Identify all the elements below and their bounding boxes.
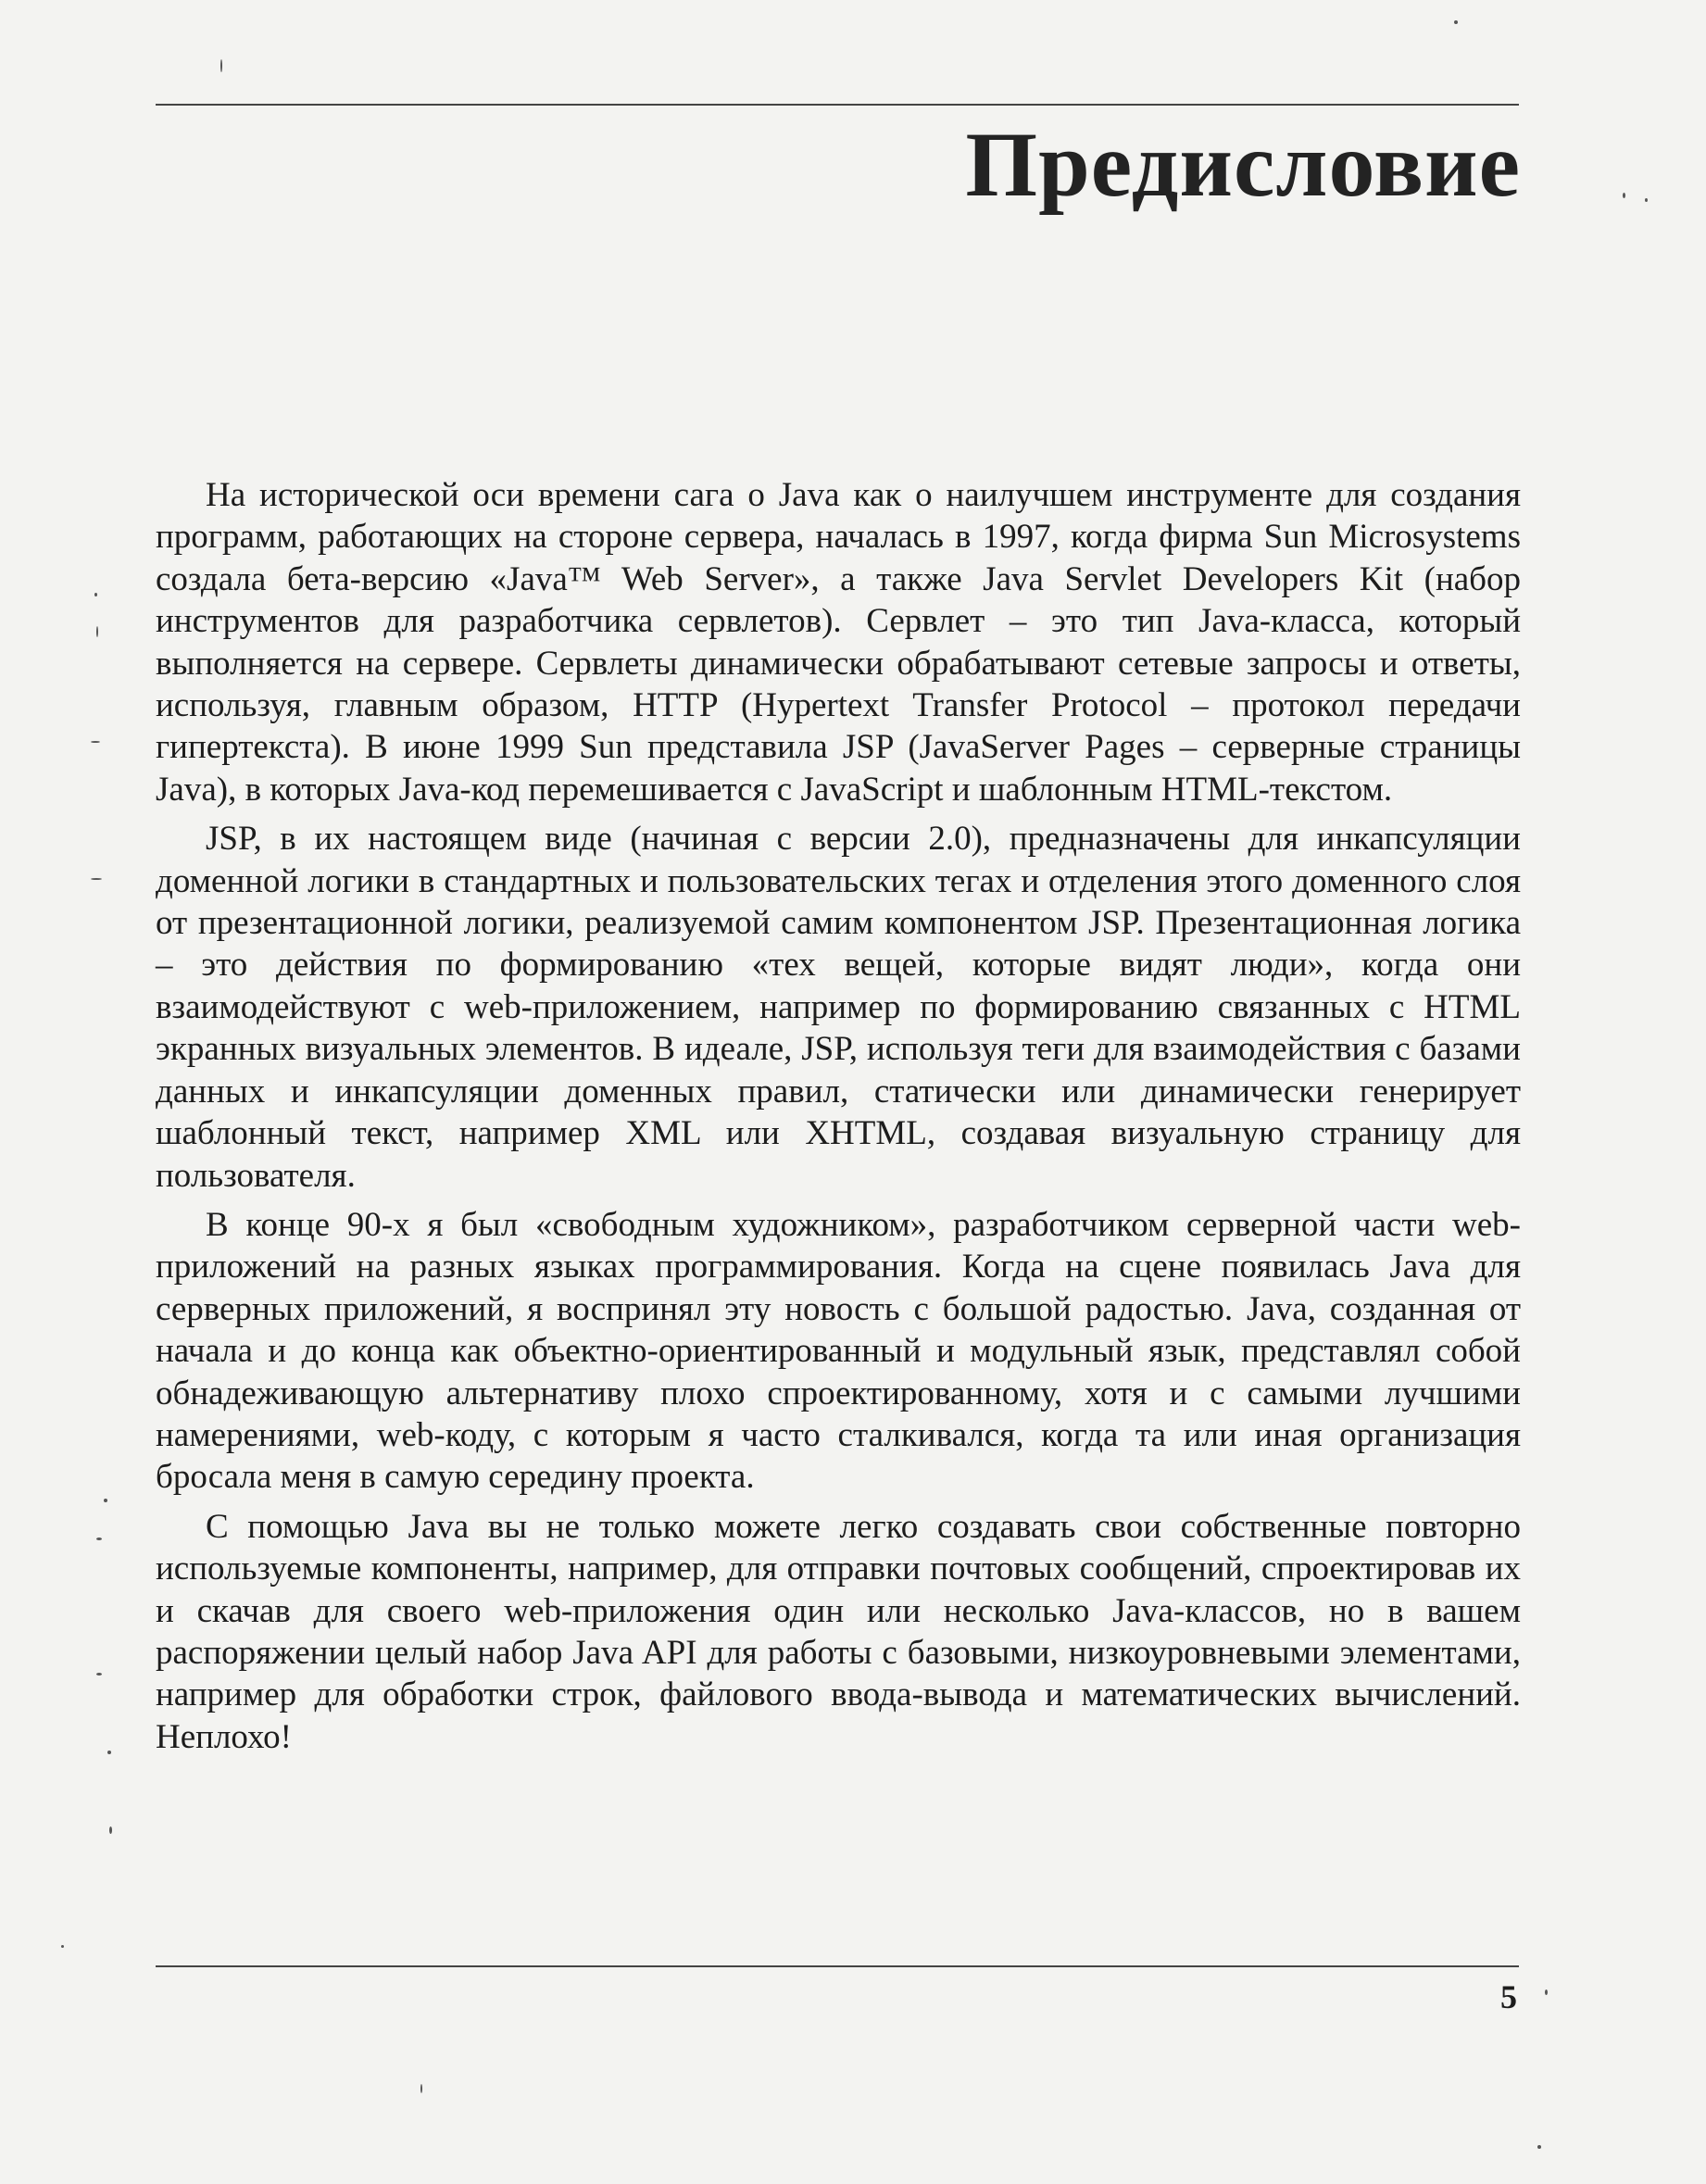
scan-speck (1645, 198, 1648, 202)
scan-speck (61, 1945, 64, 1948)
header-rule (156, 104, 1519, 106)
paragraph: JSP, в их настоящем виде (начиная с версии 2.0), предназначены для инкапсуляции доменной логики в стандартных и пользовательских тегах и отделения этого доменного слоя от презентационной логики, реализуемой самим компонентом JSP. Презентационная логика – это действия по формированию «тех вещей, которые видят люди», когда они взаимодействуют с web-приложением, например по формированию связанных с HTML экранных визуальных элементов. В идеале, JSP, используя теги для взаимодействия с базами данных и инкапсуляции доменных правил, статически или динамически генерирует шаблонный текст, например XML или XHTML, создавая визуальную страницу для пользователя. (156, 820, 1521, 1195)
chapter-body (156, 474, 1521, 1765)
scan-speck (1545, 1989, 1548, 1995)
footer-rule (156, 1965, 1519, 1967)
scan-speck (107, 1751, 111, 1754)
chapter-title: Предисловие (965, 113, 1521, 216)
scan-speck (1454, 20, 1458, 24)
page-number: 5 (1500, 1978, 1517, 2015)
scan-speck (420, 2084, 422, 2093)
scan-speck (220, 59, 222, 72)
paragraph: На исторической оси времени сага о Java как о наилучшем инструменте для создания программ, работающих на стороне сервера, началась в 1997, когда фирма Sun Microsystems создала бета-версию «Java™ Web Server», а также Java Servlet Developers Kit (набор инструментов для разработчика сервлетов). Сервлет – это тип Java-класса, который выполняется на сервере. Сервлеты динамически обрабатывают сетевые запросы и ответы, используя, главным образом, HTTP (Hypertext Transfer Protocol – протокол передачи гипертекста). В июне 1999 Sun представила JSP (JavaServer Pages – серверные страницы Java), в которых Java-код перемешивается с JavaScript и шаблонным HTML-текстом. (156, 476, 1521, 809)
paragraph: В конце 90-х я был «свободным художником», разработчиком серверной части web-приложений на разных языках программирования. Когда на сцене появилась Java для серверных приложений, я воспринял эту новость с большой радостью. Java, созданная от начала и до конца как объектно-ориентированный и модульный язык, представлял собой обнадеживающую альтернативу плохо спроектированному, хотя и с самыми лучшими намерениями, web-коду, с которым я часто сталкивался, когда та или иная организация бросала меня в самую середину проекта. (156, 1205, 1521, 1497)
scan-speck (91, 741, 100, 743)
scan-speck (96, 1673, 102, 1676)
scan-speck (104, 1499, 107, 1502)
scan-speck (1623, 193, 1625, 198)
scan-speck (94, 593, 97, 596)
scan-speck (91, 878, 102, 880)
scan-speck (96, 626, 98, 637)
scan-speck (96, 1538, 102, 1540)
scan-speck (1537, 2145, 1541, 2149)
scan-speck (109, 1826, 112, 1834)
paragraph: С помощью Java вы не только можете легко создавать свои собственные повторно используемые компоненты, например, для отправки почтовых сообщений, спроектировав их и скачав для своего web-приложения один или несколько Java-классов, но в вашем распоряжении целый набор Java API для работы с базовыми, низкоуровневыми элементами, например для обработки строк, файлового ввода-вывода и математических вычислений. Неплохо! (156, 1507, 1521, 1756)
